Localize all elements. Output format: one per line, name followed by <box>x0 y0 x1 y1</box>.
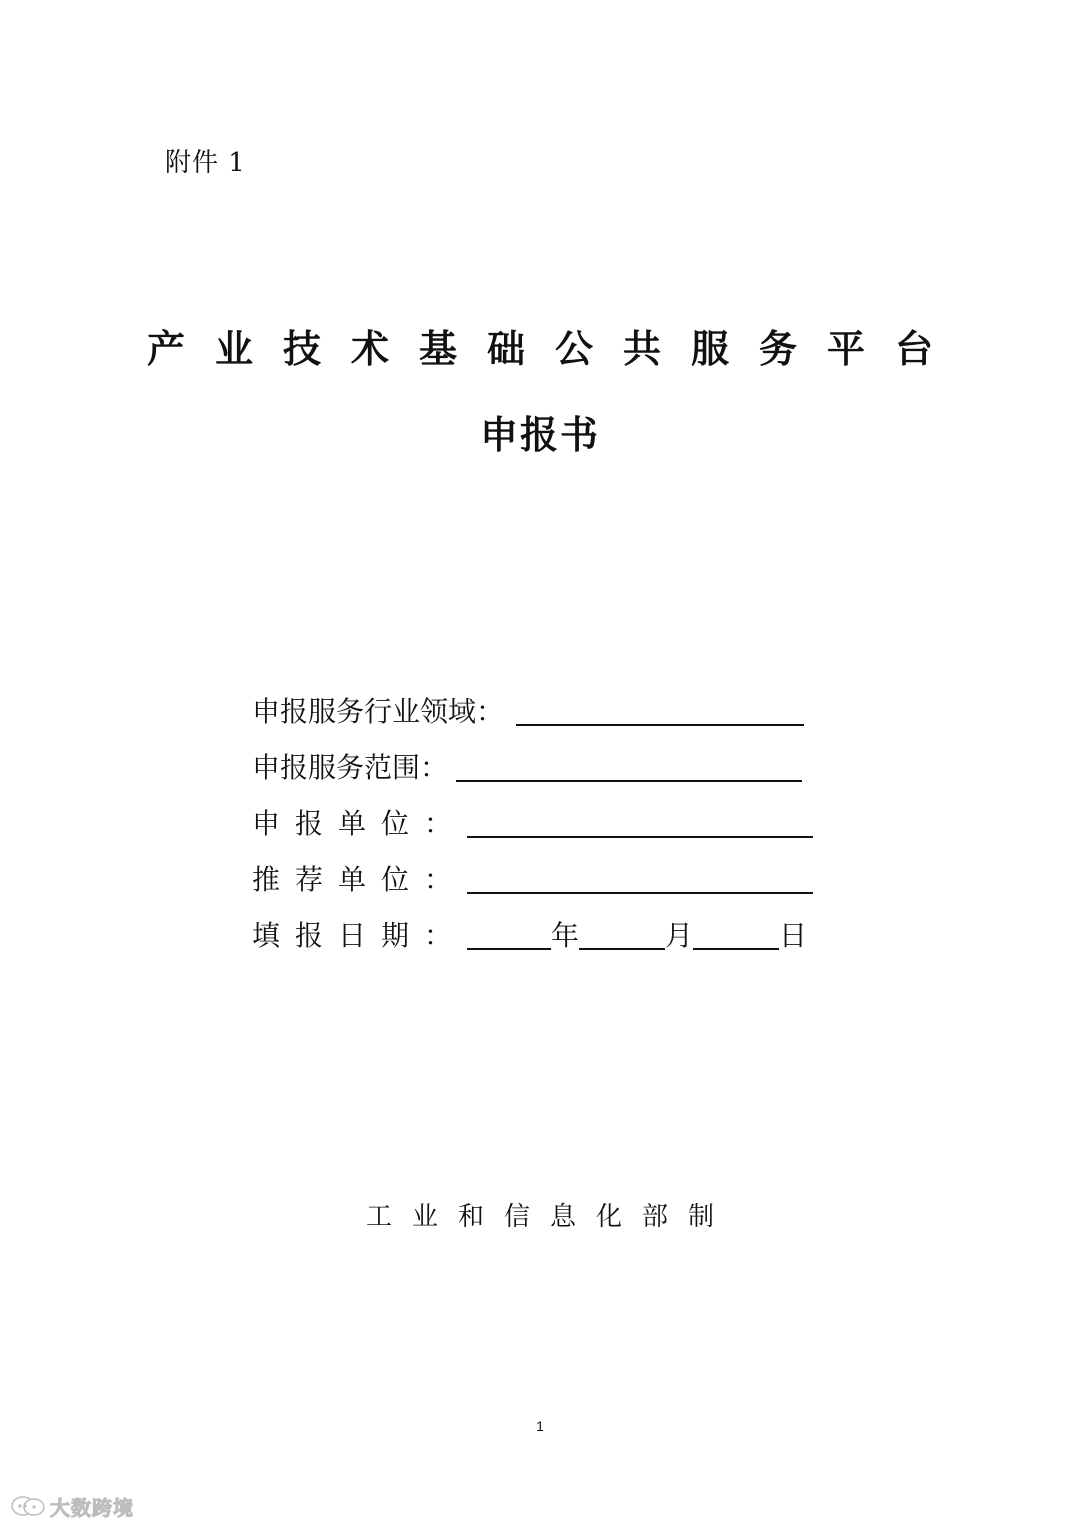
applicant-blank[interactable] <box>467 806 813 838</box>
month-blank[interactable] <box>579 918 665 950</box>
service-scope-blank[interactable] <box>456 750 802 782</box>
fill-date-label: 填报日期： <box>252 919 468 952</box>
industry-field-row <box>252 690 804 730</box>
recommender-label: 推荐单位： <box>252 863 468 896</box>
document-subtitle: 申报书 <box>479 413 600 457</box>
recommender-row <box>252 858 813 898</box>
year-unit: 年 <box>551 919 580 952</box>
day-blank[interactable] <box>693 918 779 950</box>
watermark-text: 大数跨境 <box>50 1496 134 1520</box>
service-scope-label: 申报服务范围： <box>252 751 449 784</box>
issuer-footer: 工业和信息化部制 <box>365 1202 734 1232</box>
applicant-label: 申报单位： <box>252 807 468 840</box>
year-blank[interactable] <box>467 918 551 950</box>
watermark <box>10 1492 134 1521</box>
industry-field-label: 申报服务行业领域： <box>252 695 505 728</box>
recommender-blank[interactable] <box>467 862 813 894</box>
applicant-row <box>252 802 813 842</box>
attachment-label: 附件 1 <box>165 148 246 178</box>
industry-field-blank[interactable] <box>516 694 804 726</box>
month-unit: 月 <box>665 919 694 952</box>
service-scope-row <box>252 746 802 786</box>
page-number: 1 <box>536 1418 544 1434</box>
document-title: 产业技术基础公共服务平台 <box>146 327 963 371</box>
chat-bubble-logo-icon <box>10 1494 46 1520</box>
fill-date-row <box>252 914 807 954</box>
day-unit: 日 <box>779 919 808 952</box>
